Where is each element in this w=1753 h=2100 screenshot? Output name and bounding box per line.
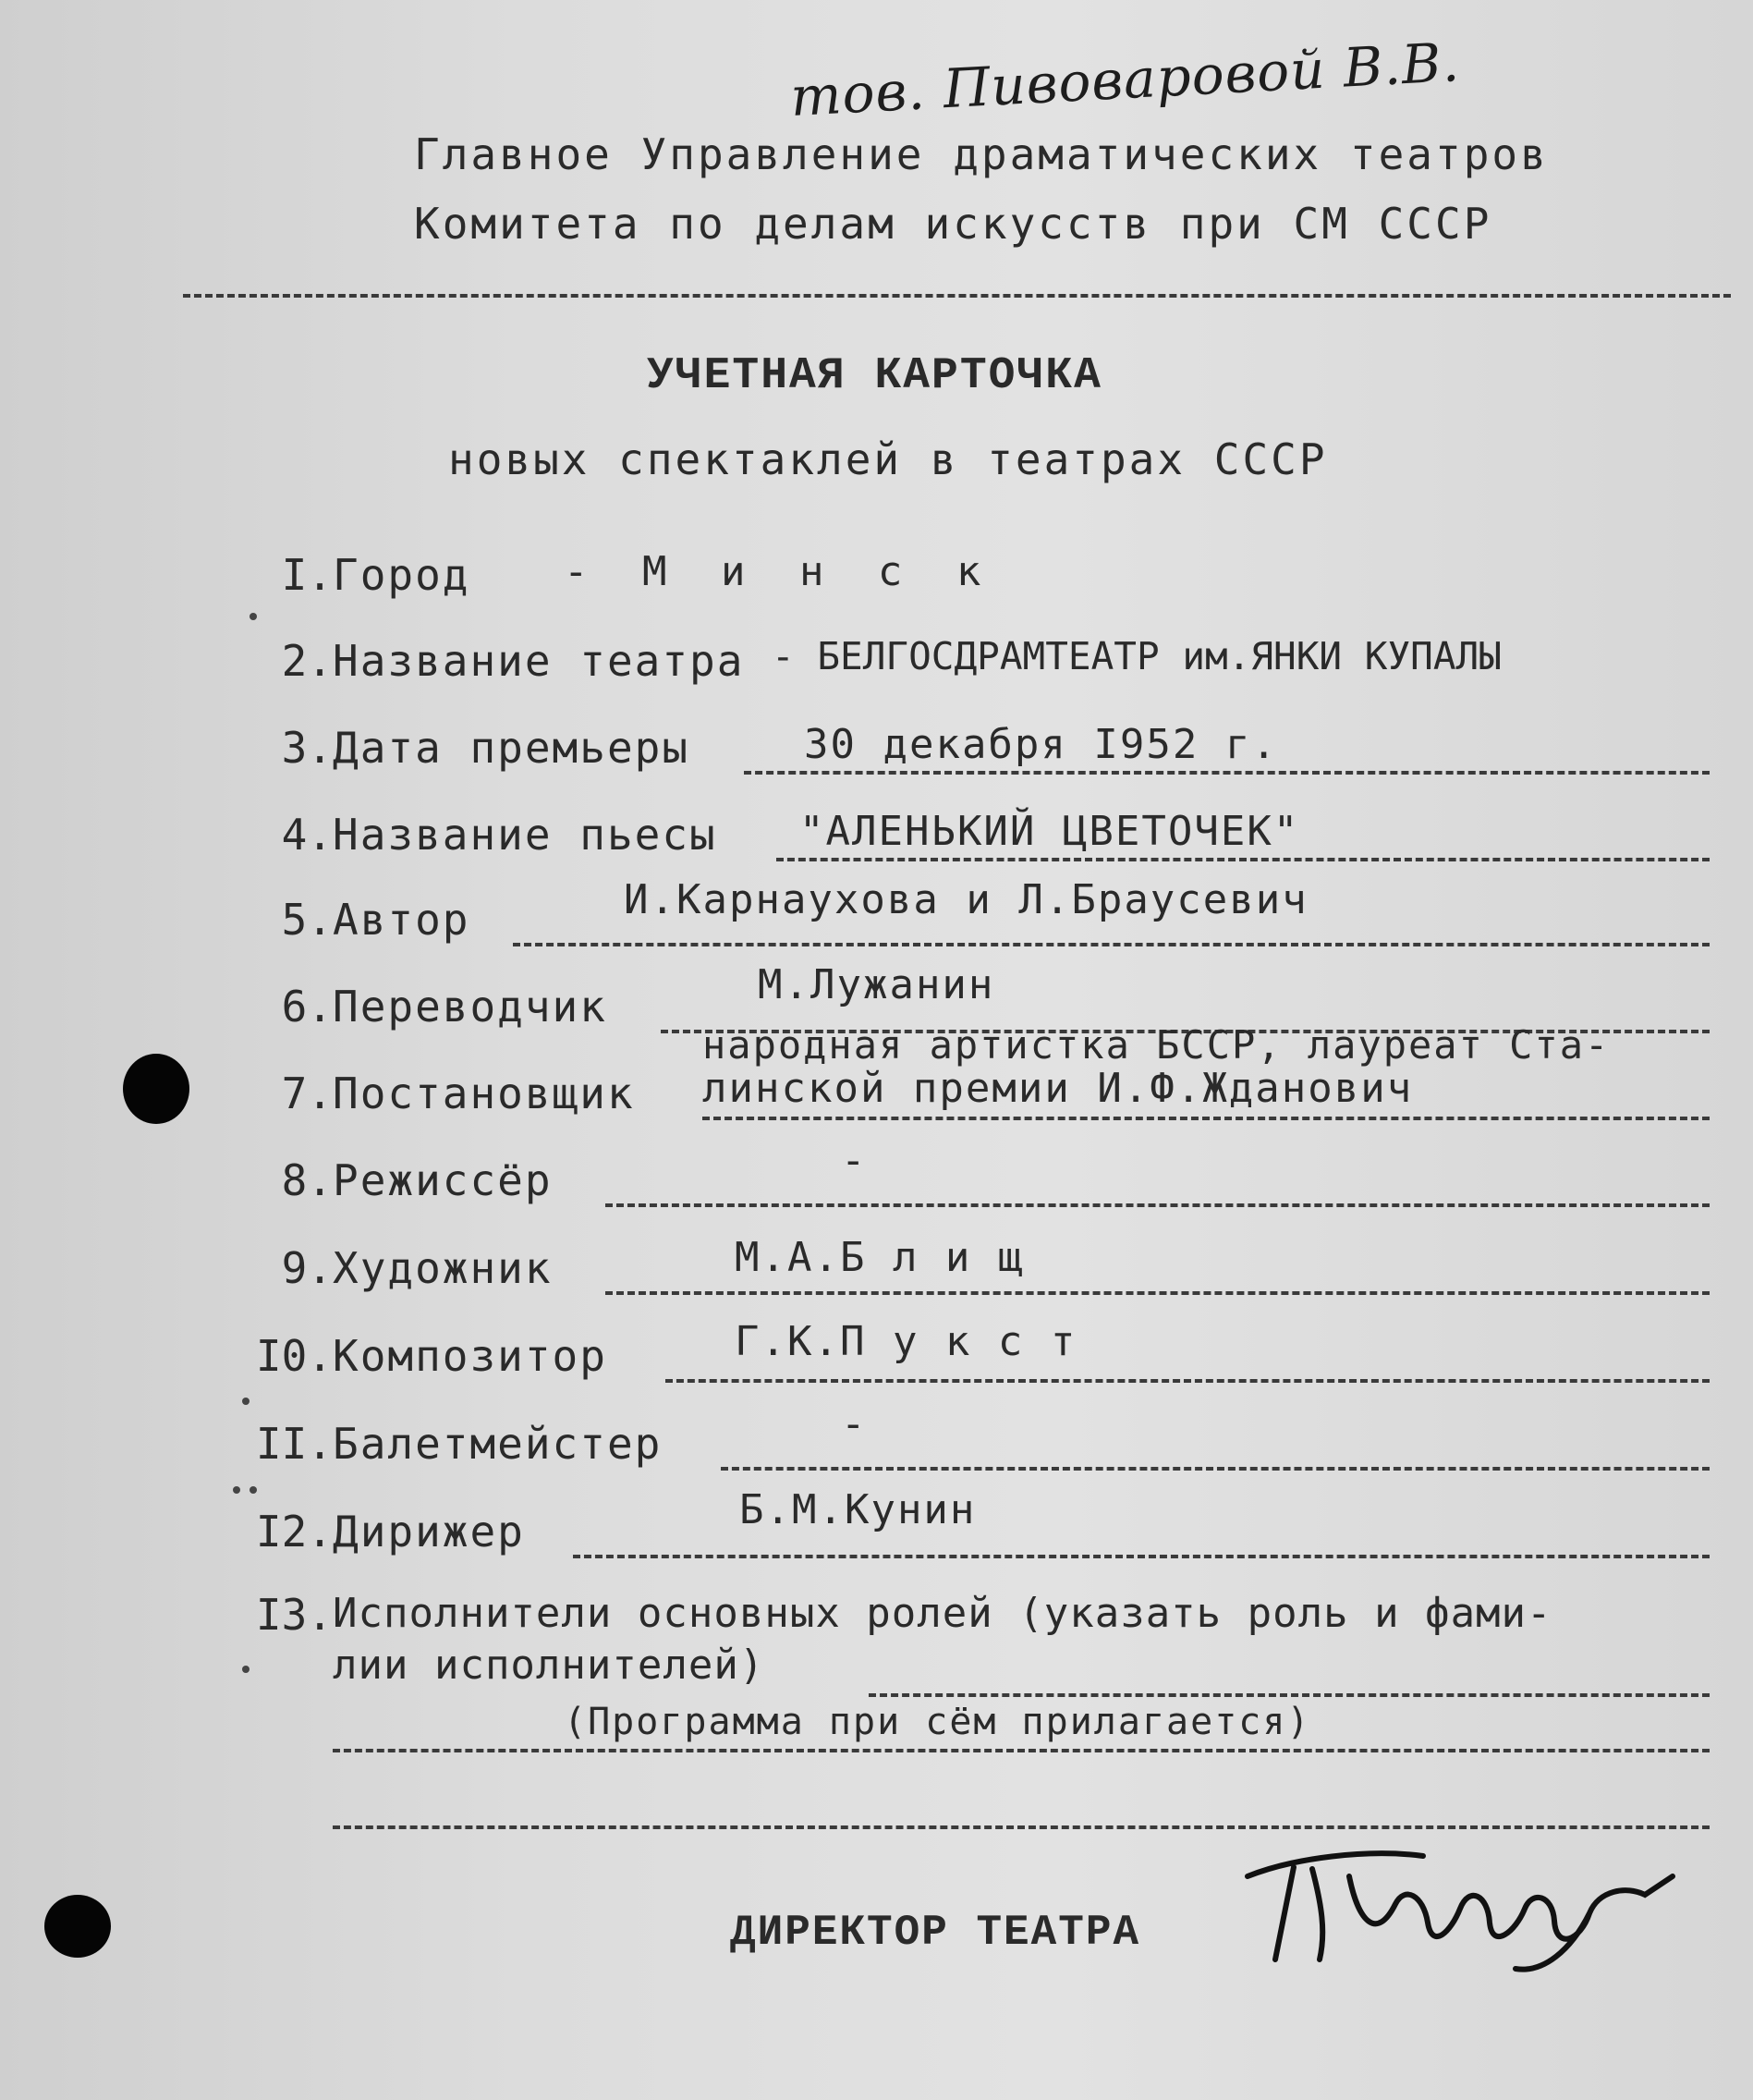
field-label: Дата премьеры <box>333 723 690 773</box>
field-number: 3. <box>281 723 333 773</box>
card-title: УЧЕТНАЯ КАРТОЧКА <box>647 351 1102 401</box>
fill-line <box>869 1693 1710 1697</box>
field-value: - БЕЛГОСДРАМТЕАТР им.ЯНКИ КУПАЛЫ <box>772 634 1502 678</box>
field-value: М.Лужанин <box>758 961 995 1008</box>
fill-line <box>721 1467 1710 1471</box>
ink-dot <box>250 613 257 620</box>
field-premiere-date <box>240 723 1728 788</box>
field-value: Б.М.Кунин <box>739 1486 977 1533</box>
ink-dot <box>250 1486 257 1494</box>
field-label: Балетмейстер <box>333 1419 663 1469</box>
handwritten-note: тов. Пивоваровой В.В. <box>788 31 1462 128</box>
fill-line <box>665 1379 1710 1383</box>
field-director-stage <box>240 1022 1728 1133</box>
field-value: М.А.Б л и щ <box>735 1234 1025 1281</box>
field-choreographer <box>240 1400 1728 1483</box>
fill-line <box>333 1749 1710 1752</box>
field-number: 5. <box>281 895 333 945</box>
ink-dot <box>233 1486 240 1494</box>
field-label: Композитор <box>333 1331 607 1381</box>
fill-line <box>605 1291 1710 1295</box>
field-number: I0. <box>255 1331 333 1381</box>
ink-dot <box>242 1666 250 1673</box>
field-label: Город <box>333 550 470 600</box>
fill-line <box>573 1555 1710 1558</box>
field-label-continued: лии исполнителей) <box>333 1642 765 1689</box>
card-subtitle: новых спектаклей в театрах СССР <box>448 434 1328 484</box>
field-number: I2. <box>255 1507 333 1557</box>
ink-dot <box>242 1398 250 1405</box>
field-label: Переводчик <box>333 982 607 1032</box>
field-value: - М и н с к <box>564 548 996 595</box>
field-play-title <box>240 810 1728 874</box>
field-number: 7. <box>281 1068 333 1118</box>
field-label: Художник <box>333 1243 553 1293</box>
fill-line <box>776 858 1710 861</box>
field-value: линской премии И.Ф.Жданович <box>702 1065 1414 1112</box>
field-label: Автор <box>333 895 470 945</box>
field-number: II. <box>255 1419 333 1469</box>
field-number: 8. <box>281 1155 333 1205</box>
field-label: Режиссёр <box>333 1155 553 1205</box>
field-value: (Программа при сём прилагается) <box>564 1701 1311 1743</box>
field-label: Исполнители основных ролей (указать роль и фами- <box>333 1590 1552 1637</box>
field-number: 6. <box>281 982 333 1032</box>
field-value: - <box>841 1137 868 1184</box>
field-number: 4. <box>281 810 333 860</box>
fill-line <box>513 943 1710 946</box>
punch-hole <box>123 1054 189 1124</box>
fill-line <box>702 1117 1710 1120</box>
field-value: 30 декабря I952 г. <box>804 721 1278 768</box>
fill-line <box>744 771 1710 775</box>
field-director <box>240 1137 1728 1220</box>
field-value: "АЛЕНЬКИЙ ЦВЕТОЧЕК" <box>799 808 1300 855</box>
punch-hole <box>44 1895 111 1958</box>
separator-rule <box>183 294 1731 298</box>
field-label: Постановщик <box>333 1068 635 1118</box>
field-performers <box>240 1590 1728 1775</box>
field-label: Название театра <box>333 636 745 686</box>
director-label: ДИРЕКТОР ТЕАТРА <box>730 1909 1141 1957</box>
field-city <box>240 550 1728 615</box>
field-author <box>240 876 1728 959</box>
field-conductor <box>240 1486 1728 1571</box>
field-value: - <box>841 1400 868 1447</box>
director-signature <box>1238 1821 1719 1978</box>
fill-line <box>605 1203 1710 1207</box>
field-value: Г.К.П у к с т <box>735 1318 1077 1365</box>
header-line-1: Главное Управление драматических театров <box>414 129 1549 179</box>
field-artist <box>240 1234 1728 1308</box>
field-number: 9. <box>281 1243 333 1293</box>
field-theatre <box>240 636 1728 701</box>
field-value-upper: народная артистка БССР, лауреат Ста- <box>702 1022 1611 1068</box>
field-label: Дирижер <box>333 1507 525 1557</box>
field-number: I3. <box>255 1590 333 1640</box>
field-composer <box>240 1318 1728 1396</box>
field-number: 2. <box>281 636 333 686</box>
field-number: I. <box>281 550 333 600</box>
field-value: И.Карнаухова и Л.Браусевич <box>624 876 1309 923</box>
header-line-2: Комитета по делам искусств при СМ СССР <box>414 199 1492 249</box>
field-label: Название пьесы <box>333 810 717 860</box>
